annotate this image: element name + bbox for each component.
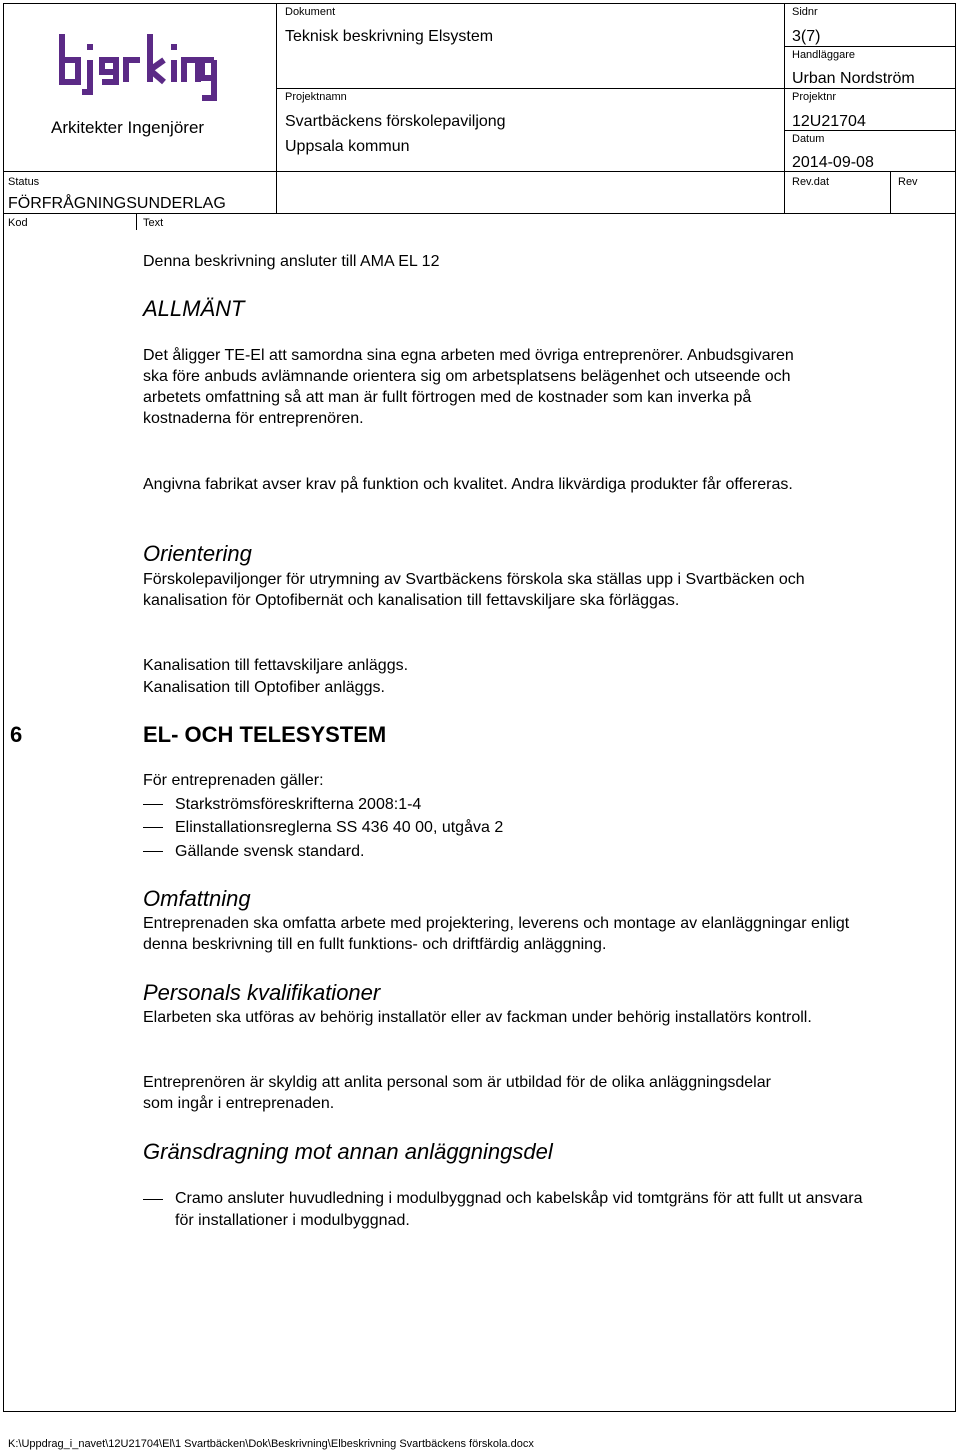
orientering-paragraph-1: Förskolepaviljonger för utrymning av Svartbäckens förskola ska ställas upp i Svartbäcken och kanalisation för Optofibernät och kanalisation till fettavskiljare ska förläggas.	[143, 571, 805, 609]
dokument-label: Dokument	[285, 6, 336, 18]
projektnr-label: Projektnr	[792, 91, 837, 103]
header-divider	[3, 213, 956, 214]
revdat-label: Rev.dat	[792, 176, 830, 188]
gransdragning-heading: Gränsdragning mot annan anläggningsdel	[143, 1139, 553, 1164]
personal-heading: Personals kvalifikationer	[143, 980, 381, 1005]
sidnr-label: Sidnr	[792, 6, 818, 18]
sidnr-value: 3(7)	[792, 28, 821, 45]
projektnamn-line1: Svartbäckens förskolepaviljong	[285, 113, 506, 130]
gransdragning-item: Cramo ansluter huvudledning i modulbyggnad och kabelskåp vid tomtgräns för att fullt ut ansvara för installationer i modulbyggnad.	[143, 1188, 863, 1234]
dash-icon	[143, 851, 163, 852]
dash-icon	[143, 1199, 163, 1200]
intro-text: Denna beskrivning ansluter till AMA EL 12	[143, 253, 440, 270]
header-divider	[784, 3, 785, 213]
datum-value: 2014-09-08	[792, 154, 874, 171]
allmant-heading: ALLMÄNT	[143, 296, 245, 321]
status-label: Status	[8, 176, 40, 188]
status-value: FÖRFRÅGNINGSUNDERLAG	[8, 195, 226, 212]
datum-label: Datum	[792, 133, 825, 145]
dash-icon	[143, 804, 163, 805]
personal-paragraph-2: Entreprenören är skyldig att anlita personal som är utbildad för de olika anläggningsdelar som ingår i entreprenaden.	[143, 1074, 771, 1112]
section-number: 6	[10, 722, 23, 747]
allmant-paragraph-2: Angivna fabrikat avser krav på funktion och kvalitet. Andra likvärdiga produkter får offereras.	[143, 476, 793, 493]
section-title: EL- OCH TELESYSTEM	[143, 722, 387, 747]
text-label: Text	[143, 217, 164, 229]
dokument-value: Teknisk beskrivning Elsystem	[285, 28, 494, 45]
orientering-line-1: Kanalisation till fettavskiljare anläggs.	[143, 657, 409, 674]
header-divider	[276, 3, 277, 213]
projektnamn-label: Projektnamn	[285, 91, 347, 103]
kod-label: Kod	[8, 217, 28, 229]
omfattning-heading: Omfattning	[143, 886, 251, 911]
personal-paragraph-1: Elarbeten ska utföras av behörig installatör eller av fackman under behörig installatörs kontroll.	[143, 1009, 812, 1026]
handlaggare-label: Handläggare	[792, 49, 855, 61]
logo-subtitle: Arkitekter Ingenjörer	[51, 118, 205, 137]
omfattning-paragraph: Entreprenaden ska omfatta arbete med projektering, leverens och montage av elanläggningar enligt denna beskrivning till en fullt funktions- och driftfärdig anläggning.	[143, 915, 850, 953]
handlaggare-value: Urban Nordström	[792, 70, 915, 87]
projektnamn-line2: Uppsala kommun	[285, 138, 410, 155]
header-divider	[784, 46, 956, 47]
file-path-footer: K:\Uppdrag_i_navet\12U21704\El\1 Svartbäcken\Dok\Beskrivning\Elbeskrivning Svartbäckens förskola.docx	[8, 1438, 534, 1450]
rev-label: Rev	[898, 176, 918, 188]
allmant-paragraph-1: Det åligger TE-El att samordna sina egna arbeten med övriga entreprenörer. Anbudsgivaren ska före anbuds avlämnande orientera sig om arbetsplatsens belägenhet och utseende och arbetets omfattning så att man är fullt förtrogen med de kostnader som kan inverka på kostnaderna för entreprenören.	[143, 347, 794, 427]
orientering-heading: Orientering	[143, 541, 252, 566]
projektnr-value: 12U21704	[792, 113, 866, 130]
dash-icon	[143, 827, 163, 828]
galler-intro: För entreprenaden gäller:	[143, 772, 324, 789]
header-divider	[890, 171, 891, 213]
orientering-line-2: Kanalisation till Optofiber anläggs.	[143, 679, 385, 696]
header-divider	[276, 88, 956, 89]
header-divider	[136, 213, 137, 230]
